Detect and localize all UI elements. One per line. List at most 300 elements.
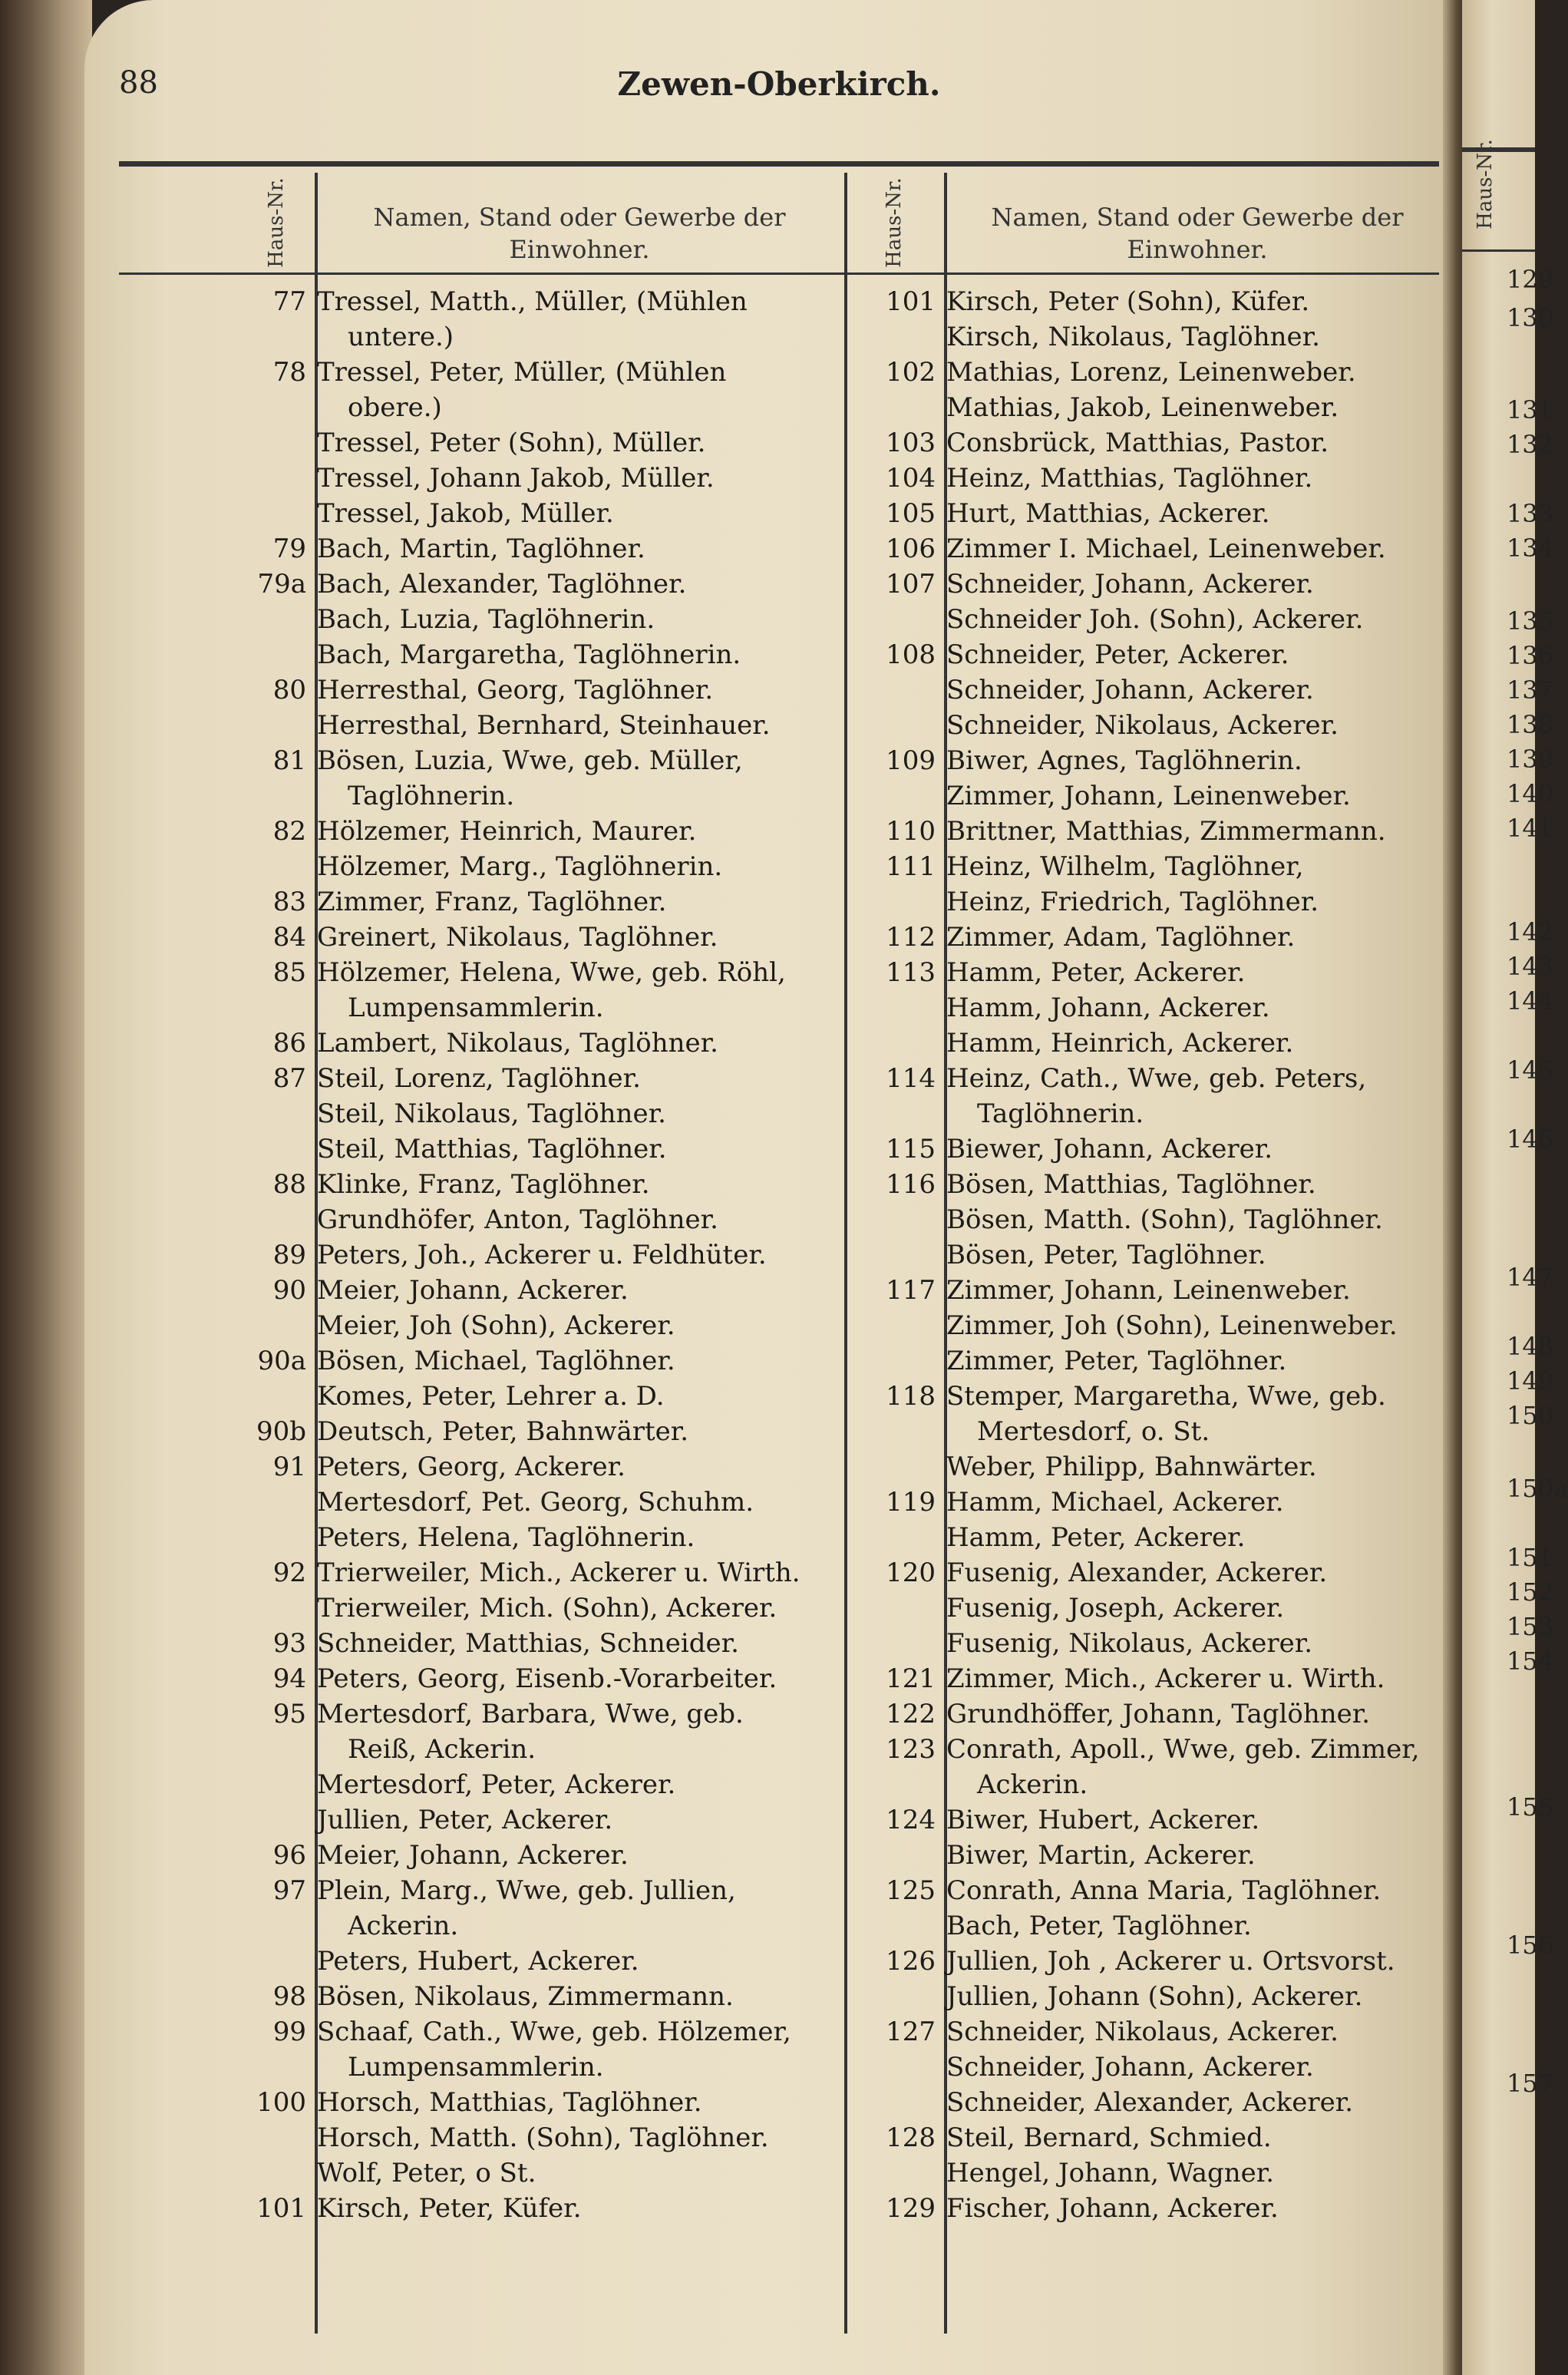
- list-item: [863, 1908, 1447, 1944]
- resident-entry: Jullien, Peter, Ackerer.: [317, 1805, 613, 1835]
- list-item: [234, 955, 848, 990]
- next-page-house-number: 134: [1507, 533, 1554, 563]
- house-number: 86: [272, 1028, 306, 1059]
- house-number: 123: [886, 1734, 936, 1765]
- next-page-house-number: 149: [1507, 1366, 1554, 1396]
- house-number: 89: [272, 1240, 306, 1270]
- list-item: [234, 461, 848, 496]
- right-column: [863, 284, 1447, 2226]
- next-page-house-number: 151: [1507, 1543, 1554, 1572]
- next-page-house-number: 155: [1507, 1792, 1554, 1822]
- left-column: [234, 284, 848, 2226]
- resident-entry: Steil, Matthias, Taglöhner.: [317, 1134, 667, 1164]
- list-item: [234, 849, 848, 884]
- resident-entry: Deutsch, Peter, Bahnwärter.: [317, 1416, 689, 1447]
- list-item: [234, 1167, 848, 1202]
- resident-entry: Bach, Alexander, Taglöhner.: [317, 569, 687, 600]
- resident-entry: Bösen, Matthias, Taglöhner.: [946, 1169, 1316, 1200]
- running-title: Zewen-Oberkirch.: [617, 65, 941, 103]
- list-item: [863, 2085, 1447, 2120]
- next-page-house-number: 140: [1507, 779, 1554, 808]
- house-number: 122: [886, 1699, 936, 1729]
- house-number: 87: [272, 1063, 306, 1094]
- resident-entry: untere.): [348, 322, 454, 352]
- house-number: 124: [886, 1805, 936, 1835]
- resident-entry: Zimmer, Peter, Taglöhner.: [946, 1346, 1287, 1376]
- resident-entry: Steil, Lorenz, Taglöhner.: [317, 1063, 641, 1094]
- resident-entry: Lambert, Nikolaus, Taglöhner.: [317, 1028, 718, 1059]
- house-number: 81: [272, 745, 306, 776]
- house-number: 80: [272, 675, 306, 705]
- house-number: 95: [272, 1699, 306, 1729]
- resident-entry: Peters, Georg, Eisenb.-Vorarbeiter.: [317, 1663, 777, 1694]
- list-item: [863, 355, 1447, 390]
- list-item: [234, 1026, 848, 1061]
- house-number: 100: [256, 2087, 306, 2118]
- resident-entry: Jullien, Johann (Sohn), Ackerer.: [946, 1981, 1363, 2012]
- house-number: 85: [272, 957, 306, 988]
- house-number: 120: [886, 1557, 936, 1588]
- house-number: 114: [886, 1063, 936, 1094]
- list-item: [234, 1414, 848, 1449]
- list-item: [234, 743, 848, 778]
- resident-entry: Grundhöffer, Johann, Taglöhner.: [946, 1699, 1371, 1729]
- list-item: [234, 1379, 848, 1414]
- house-number: 93: [272, 1628, 306, 1659]
- house-number: 88: [272, 1169, 306, 1200]
- list-item: [234, 920, 848, 955]
- resident-entry: Kirsch, Nikolaus, Taglöhner.: [946, 322, 1320, 352]
- list-item: [863, 461, 1447, 496]
- book-edge-left: [0, 0, 92, 2375]
- resident-entry: Bach, Margaretha, Taglöhnerin.: [317, 639, 741, 670]
- resident-entry: Jullien, Joh , Ackerer u. Ortsvorst.: [946, 1946, 1395, 1977]
- list-item: [863, 1026, 1447, 1061]
- house-number: 90: [272, 1275, 306, 1306]
- list-item: [234, 1873, 848, 1908]
- next-page-house-number: 135: [1507, 606, 1554, 636]
- resident-entry: Meier, Johann, Ackerer.: [317, 1840, 629, 1871]
- list-item: [234, 1096, 848, 1131]
- resident-entry: Horsch, Matth. (Sohn), Taglöhner.: [317, 2122, 769, 2153]
- house-number: 111: [886, 851, 936, 882]
- list-item: [863, 1696, 1447, 1732]
- list-item: [863, 1732, 1447, 1767]
- list-item: [234, 1661, 848, 1696]
- list-item: [863, 637, 1447, 672]
- list-item: [234, 531, 848, 566]
- resident-entry: Zimmer, Mich., Ackerer u. Wirth.: [946, 1663, 1385, 1694]
- house-number: 107: [886, 569, 936, 600]
- list-item: [863, 2191, 1447, 2226]
- resident-entry: Bach, Martin, Taglöhner.: [317, 533, 645, 564]
- resident-entry: Tressel, Peter, Müller, (Mühlen: [317, 357, 727, 388]
- house-number: 117: [886, 1275, 936, 1306]
- resident-entry: Hengel, Johann, Wagner.: [946, 2158, 1275, 2188]
- list-item: [863, 319, 1447, 355]
- next-page-house-number: 146: [1507, 1125, 1554, 1154]
- list-item: [234, 2120, 848, 2155]
- next-page-house-number: 148: [1507, 1332, 1554, 1361]
- resident-entry: Meier, Joh (Sohn), Ackerer.: [317, 1310, 675, 1341]
- list-item: [863, 566, 1447, 602]
- list-item: [234, 1449, 848, 1485]
- list-item: [863, 1555, 1447, 1590]
- resident-entry: Hölzemer, Heinrich, Maurer.: [317, 816, 697, 847]
- list-item: [234, 1590, 848, 1626]
- house-number: 82: [272, 816, 306, 847]
- resident-entry: Conrath, Anna Maria, Taglöhner.: [946, 1875, 1381, 1906]
- resident-entry: Schneider, Peter, Ackerer.: [946, 639, 1289, 670]
- house-number: 128: [886, 2122, 936, 2153]
- house-number: 110: [886, 816, 936, 847]
- list-item: [234, 1908, 848, 1944]
- next-page-house-number: 137: [1507, 676, 1554, 705]
- resident-entry: Schneider, Nikolaus, Ackerer.: [946, 710, 1339, 741]
- resident-entry: Heinz, Matthias, Taglöhner.: [946, 463, 1313, 494]
- resident-entry: Trierweiler, Mich., Ackerer u. Wirth.: [317, 1557, 801, 1588]
- next-page-house-number: 136: [1507, 641, 1554, 670]
- list-item: [234, 1732, 848, 1767]
- resident-entry: Hamm, Michael, Ackerer.: [946, 1487, 1284, 1518]
- resident-entry: Tressel, Johann Jakob, Müller.: [317, 463, 715, 494]
- resident-entry: Herresthal, Bernhard, Steinhauer.: [317, 710, 771, 741]
- next-page-house-number: 150a: [1507, 1474, 1568, 1503]
- resident-entry: Lumpensammlerin.: [348, 2052, 604, 2083]
- next-page-house-number: 157: [1507, 2069, 1554, 2098]
- list-item: [234, 1061, 848, 1096]
- list-item: [234, 637, 848, 672]
- list-item: [234, 1520, 848, 1555]
- resident-entry: Kirsch, Peter, Küfer.: [317, 2193, 582, 2224]
- next-page-house-number: 138: [1507, 710, 1554, 739]
- list-item: [863, 1096, 1447, 1131]
- next-page-house-number: 150: [1507, 1401, 1554, 1430]
- next-page-house-number: 133: [1507, 499, 1554, 528]
- house-number: 92: [272, 1557, 306, 1588]
- list-item: [234, 990, 848, 1026]
- resident-entry: Ackerin.: [348, 1911, 459, 1941]
- resident-entry: Zimmer, Johann, Leinenweber.: [946, 1275, 1351, 1306]
- list-item: [234, 672, 848, 708]
- resident-entry: Plein, Marg., Wwe, geb. Jullien,: [317, 1875, 736, 1906]
- list-item: [234, 1308, 848, 1343]
- resident-entry: Peters, Hubert, Ackerer.: [317, 1946, 639, 1977]
- house-number: 97: [272, 1875, 306, 1906]
- list-item: [863, 531, 1447, 566]
- resident-entry: Horsch, Matthias, Taglöhner.: [317, 2087, 702, 2118]
- house-number: 113: [886, 957, 936, 988]
- list-item: [863, 1308, 1447, 1343]
- resident-entry: Biwer, Agnes, Taglöhnerin.: [946, 745, 1302, 776]
- right-names-header: Namen, Stand oder Gewerbe der Einwohner.: [991, 203, 1404, 264]
- list-item: [234, 1237, 848, 1273]
- house-number: 103: [886, 428, 936, 458]
- resident-entry: Bösen, Michael, Taglöhner.: [317, 1346, 675, 1376]
- list-item: [863, 1167, 1447, 1202]
- house-number: 125: [886, 1875, 936, 1906]
- resident-entry: Hölzemer, Marg., Taglöhnerin.: [317, 851, 723, 882]
- list-item: [234, 2014, 848, 2050]
- resident-entry: Hamm, Peter, Ackerer.: [946, 957, 1246, 988]
- house-number: 79a: [257, 569, 306, 600]
- house-number: 118: [886, 1381, 936, 1412]
- house-number: 129: [886, 2193, 936, 2224]
- resident-entry: Tressel, Peter (Sohn), Müller.: [317, 428, 706, 458]
- resident-entry: Mertesdorf, Barbara, Wwe, geb.: [317, 1699, 744, 1729]
- list-item: [234, 284, 848, 319]
- resident-entry: Peters, Georg, Ackerer.: [317, 1452, 626, 1482]
- list-item: [863, 920, 1447, 955]
- list-item: [863, 2050, 1447, 2085]
- resident-entry: Peters, Helena, Taglöhnerin.: [317, 1522, 695, 1553]
- resident-entry: Schneider, Johann, Ackerer.: [946, 569, 1314, 600]
- list-item: [234, 355, 848, 390]
- resident-entry: Hamm, Peter, Ackerer.: [946, 1522, 1246, 1553]
- list-item: [863, 284, 1447, 319]
- list-item: [863, 2155, 1447, 2191]
- house-number: 101: [256, 2193, 306, 2224]
- next-page-house-number: 156: [1507, 1931, 1554, 1960]
- resident-entry: Wolf, Peter, o St.: [317, 2158, 536, 2188]
- list-item: [863, 602, 1447, 637]
- resident-entry: Bösen, Peter, Taglöhner.: [946, 1240, 1266, 1270]
- list-item: [234, 1767, 848, 1802]
- house-number: 94: [272, 1663, 306, 1694]
- resident-entry: Taglöhnerin.: [348, 781, 515, 811]
- next-page-edge: [1462, 0, 1568, 2375]
- house-number: 99: [272, 2017, 306, 2047]
- list-item: [863, 1379, 1447, 1414]
- resident-entry: Heinz, Wilhelm, Taglöhner,: [946, 851, 1304, 882]
- house-number: 78: [272, 357, 306, 388]
- resident-entry: Grundhöfer, Anton, Taglöhner.: [317, 1204, 718, 1235]
- resident-entry: Greinert, Nikolaus, Taglöhner.: [317, 922, 718, 953]
- next-page-house-number: 131: [1507, 395, 1554, 424]
- list-item: [863, 743, 1447, 778]
- list-item: [234, 1979, 848, 2014]
- resident-entry: Steil, Bernard, Schmied.: [946, 2122, 1272, 2153]
- resident-entry: Klinke, Franz, Taglöhner.: [317, 1169, 650, 1200]
- list-item: [234, 884, 848, 920]
- resident-entry: Biwer, Martin, Ackerer.: [946, 1840, 1256, 1871]
- list-item: [234, 566, 848, 602]
- resident-entry: Mertesdorf, o. St.: [977, 1416, 1210, 1447]
- resident-entry: Fischer, Johann, Ackerer.: [946, 2193, 1279, 2224]
- left-house-no-header: Haus-Nr.: [265, 177, 289, 268]
- list-item: [234, 602, 848, 637]
- resident-entry: Schneider Joh. (Sohn), Ackerer.: [946, 604, 1364, 635]
- house-number: 112: [886, 922, 936, 953]
- list-item: [863, 1237, 1447, 1273]
- page-number: 88: [119, 65, 158, 101]
- list-item: [863, 1449, 1447, 1485]
- list-item: [863, 778, 1447, 814]
- house-number: 105: [886, 498, 936, 529]
- house-number: 77: [272, 286, 306, 317]
- next-page-house-number: 153: [1507, 1612, 1554, 1641]
- house-number: 91: [272, 1452, 306, 1482]
- right-house-no-header: Haus-Nr.: [883, 177, 906, 268]
- list-item: [863, 849, 1447, 884]
- resident-entry: Herresthal, Georg, Taglöhner.: [317, 675, 714, 705]
- list-item: [863, 2014, 1447, 2050]
- house-number: 79: [272, 533, 306, 564]
- list-item: [863, 708, 1447, 743]
- house-number: 126: [886, 1946, 936, 1977]
- house-number: 127: [886, 2017, 936, 2047]
- next-page-house-number: 129: [1507, 265, 1554, 294]
- resident-entry: Bösen, Nikolaus, Zimmermann.: [317, 1981, 734, 2012]
- house-number: 83: [272, 887, 306, 917]
- resident-entry: Zimmer, Joh (Sohn), Leinenweber.: [946, 1310, 1398, 1341]
- next-page-house-number: 139: [1507, 745, 1554, 774]
- house-number: 96: [272, 1840, 306, 1871]
- list-item: [863, 672, 1447, 708]
- list-item: [234, 1802, 848, 1838]
- resident-entry: Tressel, Matth., Müller, (Mühlen: [317, 286, 748, 317]
- resident-entry: Consbrück, Matthias, Pastor.: [946, 428, 1329, 458]
- house-number: 102: [886, 357, 936, 388]
- list-item: [863, 1590, 1447, 1626]
- list-item: [863, 1061, 1447, 1096]
- list-item: [234, 2191, 848, 2226]
- house-number: 101: [886, 286, 936, 317]
- resident-entry: Mathias, Jakob, Leinenweber.: [946, 392, 1339, 423]
- house-number: 106: [886, 533, 936, 564]
- next-page-house-number: 154: [1507, 1647, 1554, 1676]
- next-page-header-rule: [1462, 249, 1535, 252]
- house-number: 109: [886, 745, 936, 776]
- list-item: [234, 425, 848, 461]
- resident-entry: Trierweiler, Mich. (Sohn), Ackerer.: [317, 1593, 777, 1624]
- next-page-house-number: 132: [1507, 430, 1554, 459]
- resident-entry: Zimmer, Johann, Leinenweber.: [946, 781, 1351, 811]
- list-item: [863, 390, 1447, 425]
- resident-entry: Mertesdorf, Peter, Ackerer.: [317, 1769, 676, 1800]
- list-item: [234, 319, 848, 355]
- list-item: [863, 1767, 1447, 1802]
- list-item: [863, 1202, 1447, 1237]
- resident-entry: Hurt, Matthias, Ackerer.: [946, 498, 1270, 529]
- list-item: [863, 1626, 1447, 1661]
- resident-entry: Brittner, Matthias, Zimmermann.: [946, 816, 1386, 847]
- next-page-house-no-header: Haus-Nr.: [1474, 139, 1497, 230]
- list-item: [863, 1414, 1447, 1449]
- list-item: [863, 425, 1447, 461]
- resident-entry: Zimmer I. Michael, Leinenweber.: [946, 533, 1386, 564]
- next-page-house-number: 141: [1507, 814, 1554, 843]
- list-item: [863, 1838, 1447, 1873]
- resident-entry: Fusenig, Nikolaus, Ackerer.: [946, 1628, 1313, 1659]
- list-item: [863, 1273, 1447, 1308]
- list-item: [234, 1626, 848, 1661]
- next-page-house-number: 152: [1507, 1577, 1554, 1607]
- page-header: [119, 65, 1439, 119]
- resident-entry: Steil, Nikolaus, Taglöhner.: [317, 1098, 666, 1129]
- list-item: [863, 990, 1447, 1026]
- next-page-house-number: 144: [1507, 986, 1554, 1016]
- resident-entry: Zimmer, Franz, Taglöhner.: [317, 887, 667, 917]
- left-names-header: Namen, Stand oder Gewerbe der Einwohner.: [373, 203, 786, 264]
- list-item: [234, 2155, 848, 2191]
- resident-entry: obere.): [348, 392, 442, 423]
- next-page-house-number: 145: [1507, 1055, 1554, 1085]
- list-item: [863, 814, 1447, 849]
- resident-entry: Peters, Joh., Ackerer u. Feldhüter.: [317, 1240, 767, 1270]
- resident-entry: Reiß, Ackerin.: [348, 1734, 536, 1765]
- house-number: 104: [886, 463, 936, 494]
- resident-entry: Heinz, Friedrich, Taglöhner.: [946, 887, 1319, 917]
- list-item: [863, 955, 1447, 990]
- list-item: [234, 814, 848, 849]
- list-item: [234, 1555, 848, 1590]
- list-item: [863, 884, 1447, 920]
- list-item: [234, 1696, 848, 1732]
- resident-entry: Hölzemer, Helena, Wwe, geb. Röhl,: [317, 957, 786, 988]
- resident-entry: Lumpensammlerin.: [348, 993, 604, 1023]
- next-page-house-number: 130: [1507, 303, 1554, 332]
- resident-entry: Hamm, Johann, Ackerer.: [946, 993, 1270, 1023]
- resident-entry: Schneider, Nikolaus, Ackerer.: [946, 2017, 1339, 2047]
- list-item: [863, 1343, 1447, 1379]
- list-item: [234, 1131, 848, 1167]
- list-item: [234, 778, 848, 814]
- resident-entry: Fusenig, Alexander, Ackerer.: [946, 1557, 1328, 1588]
- resident-entry: Biewer, Johann, Ackerer.: [946, 1134, 1273, 1164]
- list-item: [863, 496, 1447, 531]
- resident-entry: Bach, Peter, Taglöhner.: [946, 1911, 1252, 1941]
- resident-entry: Bösen, Matth. (Sohn), Taglöhner.: [946, 1204, 1383, 1235]
- resident-entry: Komes, Peter, Lehrer a. D.: [317, 1381, 665, 1412]
- resident-entry: Zimmer, Adam, Taglöhner.: [946, 922, 1296, 953]
- list-item: [863, 2120, 1447, 2155]
- list-item: [863, 1944, 1447, 1979]
- list-item: [863, 1873, 1447, 1908]
- resident-entry: Schaaf, Cath., Wwe, geb. Hölzemer,: [317, 2017, 791, 2047]
- list-item: [234, 1273, 848, 1308]
- house-number: 119: [886, 1487, 936, 1518]
- list-item: [863, 1979, 1447, 2014]
- resident-entry: Weber, Philipp, Bahnwärter.: [946, 1452, 1317, 1482]
- resident-entry: Schneider, Alexander, Ackerer.: [946, 2087, 1354, 2118]
- resident-entry: Taglöhnerin.: [977, 1098, 1144, 1129]
- list-item: [234, 496, 848, 531]
- next-page-house-number: 142: [1507, 917, 1554, 946]
- resident-entry: Hamm, Heinrich, Ackerer.: [946, 1028, 1294, 1059]
- house-number: 90b: [256, 1416, 306, 1447]
- list-item: [234, 2050, 848, 2085]
- list-item: [863, 1520, 1447, 1555]
- house-number: 115: [886, 1134, 936, 1164]
- resident-entry: Fusenig, Joseph, Ackerer.: [946, 1593, 1285, 1624]
- resident-entry: Stemper, Margaretha, Wwe, geb.: [946, 1381, 1386, 1412]
- table-top-rule: [119, 161, 1439, 167]
- list-item: [234, 1343, 848, 1379]
- resident-entry: Ackerin.: [977, 1769, 1088, 1800]
- resident-entry: Kirsch, Peter (Sohn), Küfer.: [946, 286, 1310, 317]
- house-number: 121: [886, 1663, 936, 1694]
- next-page-house-number: 147: [1507, 1263, 1554, 1292]
- house-number: 84: [272, 922, 306, 953]
- resident-entry: Schneider, Matthias, Schneider.: [317, 1628, 739, 1659]
- resident-entry: Conrath, Apoll., Wwe, geb. Zimmer,: [946, 1734, 1420, 1765]
- resident-entry: Mathias, Lorenz, Leinenweber.: [946, 357, 1356, 388]
- list-item: [234, 390, 848, 425]
- list-item: [863, 1131, 1447, 1167]
- house-number: 90a: [257, 1346, 306, 1376]
- resident-entry: Schneider, Johann, Ackerer.: [946, 2052, 1314, 2083]
